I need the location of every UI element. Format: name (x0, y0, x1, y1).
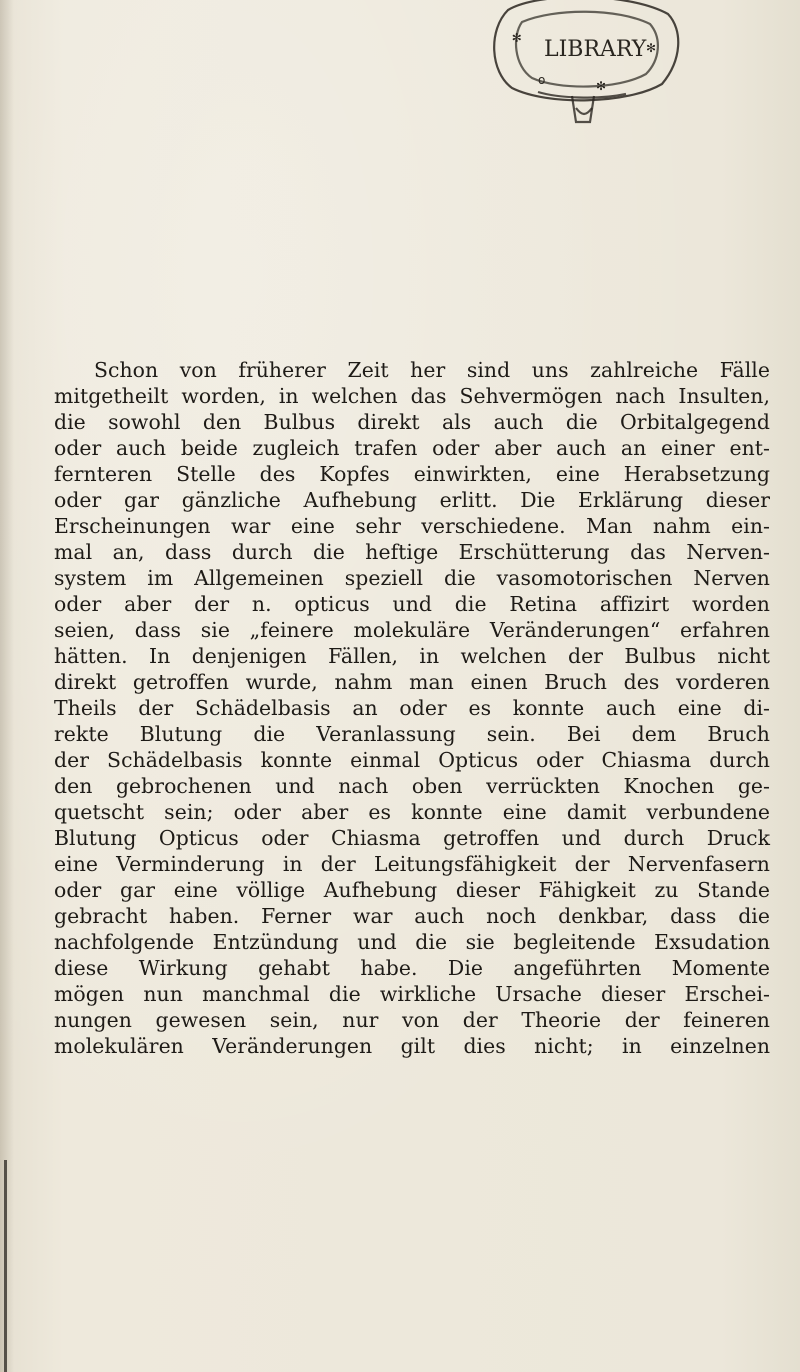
text-line: rekte Blutung die Veranlassung sein. Bei dem Bruch (54, 722, 770, 746)
text-line: diese Wirkung gehabt habe. Die angeführten Momente (54, 956, 770, 980)
text-line: Schon von früherer Zeit her sind uns zahlreiche Fälle (94, 358, 770, 382)
text-line: Blutung Opticus oder Chiasma getroffen und durch Druck (54, 826, 770, 850)
text-line: oder auch beide zugleich trafen oder aber auch an einer ent- (54, 436, 770, 460)
text-line: fernteren Stelle des Kopfes einwirkten, eine Herabsetzung (54, 462, 770, 486)
library-stamp-graphic (478, 0, 688, 128)
text-line: den gebrochenen und nach oben verrückten Knochen ge- (54, 774, 770, 798)
svg-text:✻: ✻ (508, 29, 526, 46)
text-line: mal an, dass durch die heftige Erschütterung das Nerven- (54, 540, 770, 564)
text-line: hätten. In denjenigen Fällen, in welchen der Bulbus nicht (54, 644, 770, 668)
body-text (54, 357, 770, 1059)
svg-text:✻: ✻ (596, 79, 607, 93)
text-line: direkt getroffen wurde, nahm man einen Bruch des vorderen (54, 670, 770, 694)
text-line: oder gar gänzliche Aufhebung erlitt. Die Erklärung dieser (54, 488, 770, 512)
text-line: mögen nun manchmal die wirkliche Ursache dieser Erschei- (54, 982, 770, 1006)
library-stamp (478, 0, 688, 128)
text-line: nungen gewesen sein, nur von der Theorie der feineren (54, 1008, 770, 1032)
text-line: der Schädelbasis konnte einmal Opticus oder Chiasma durch (54, 748, 770, 772)
svg-text:o: o (538, 73, 546, 87)
text-line: nachfolgende Entzündung und die sie begleitende Exsudation (54, 930, 770, 954)
text-line: Theils der Schädelbasis an oder es konnte auch eine di- (54, 696, 770, 720)
text-line: molekulären Veränderungen gilt dies nicht; in einzelnen (54, 1034, 770, 1058)
text-line: eine Verminderung in der Leitungsfähigkeit der Nervenfasern (54, 852, 770, 876)
page-edge-shadow (0, 0, 14, 1372)
text-line: oder aber der n. opticus und die Retina affizirt worden (54, 592, 770, 616)
stamp-text: LIBRARY (544, 37, 647, 62)
text-line: Erscheinungen war eine sehr verschiedene. Man nahm ein- (54, 514, 770, 538)
svg-text:✻: ✻ (646, 41, 657, 55)
text-line: oder gar eine völlige Aufhebung dieser Fähigkeit zu Stande (54, 878, 770, 902)
text-line: system im Allgemeinen speziell die vasomotorischen Nerven (54, 566, 770, 590)
text-line: seien, dass sie „feinere molekuläre Veränderungen“ erfahren (54, 618, 770, 642)
text-line: gebracht haben. Ferner war auch noch denkbar, dass die (54, 904, 770, 928)
text-line: quetscht sein; oder aber es konnte eine damit verbundene (54, 800, 770, 824)
text-line: die sowohl den Bulbus direkt als auch die Orbitalgegend (54, 410, 770, 434)
text-line: mitgetheilt worden, in welchen das Sehvermögen nach Insulten, (54, 384, 770, 408)
binding-edge-line (4, 1160, 7, 1372)
